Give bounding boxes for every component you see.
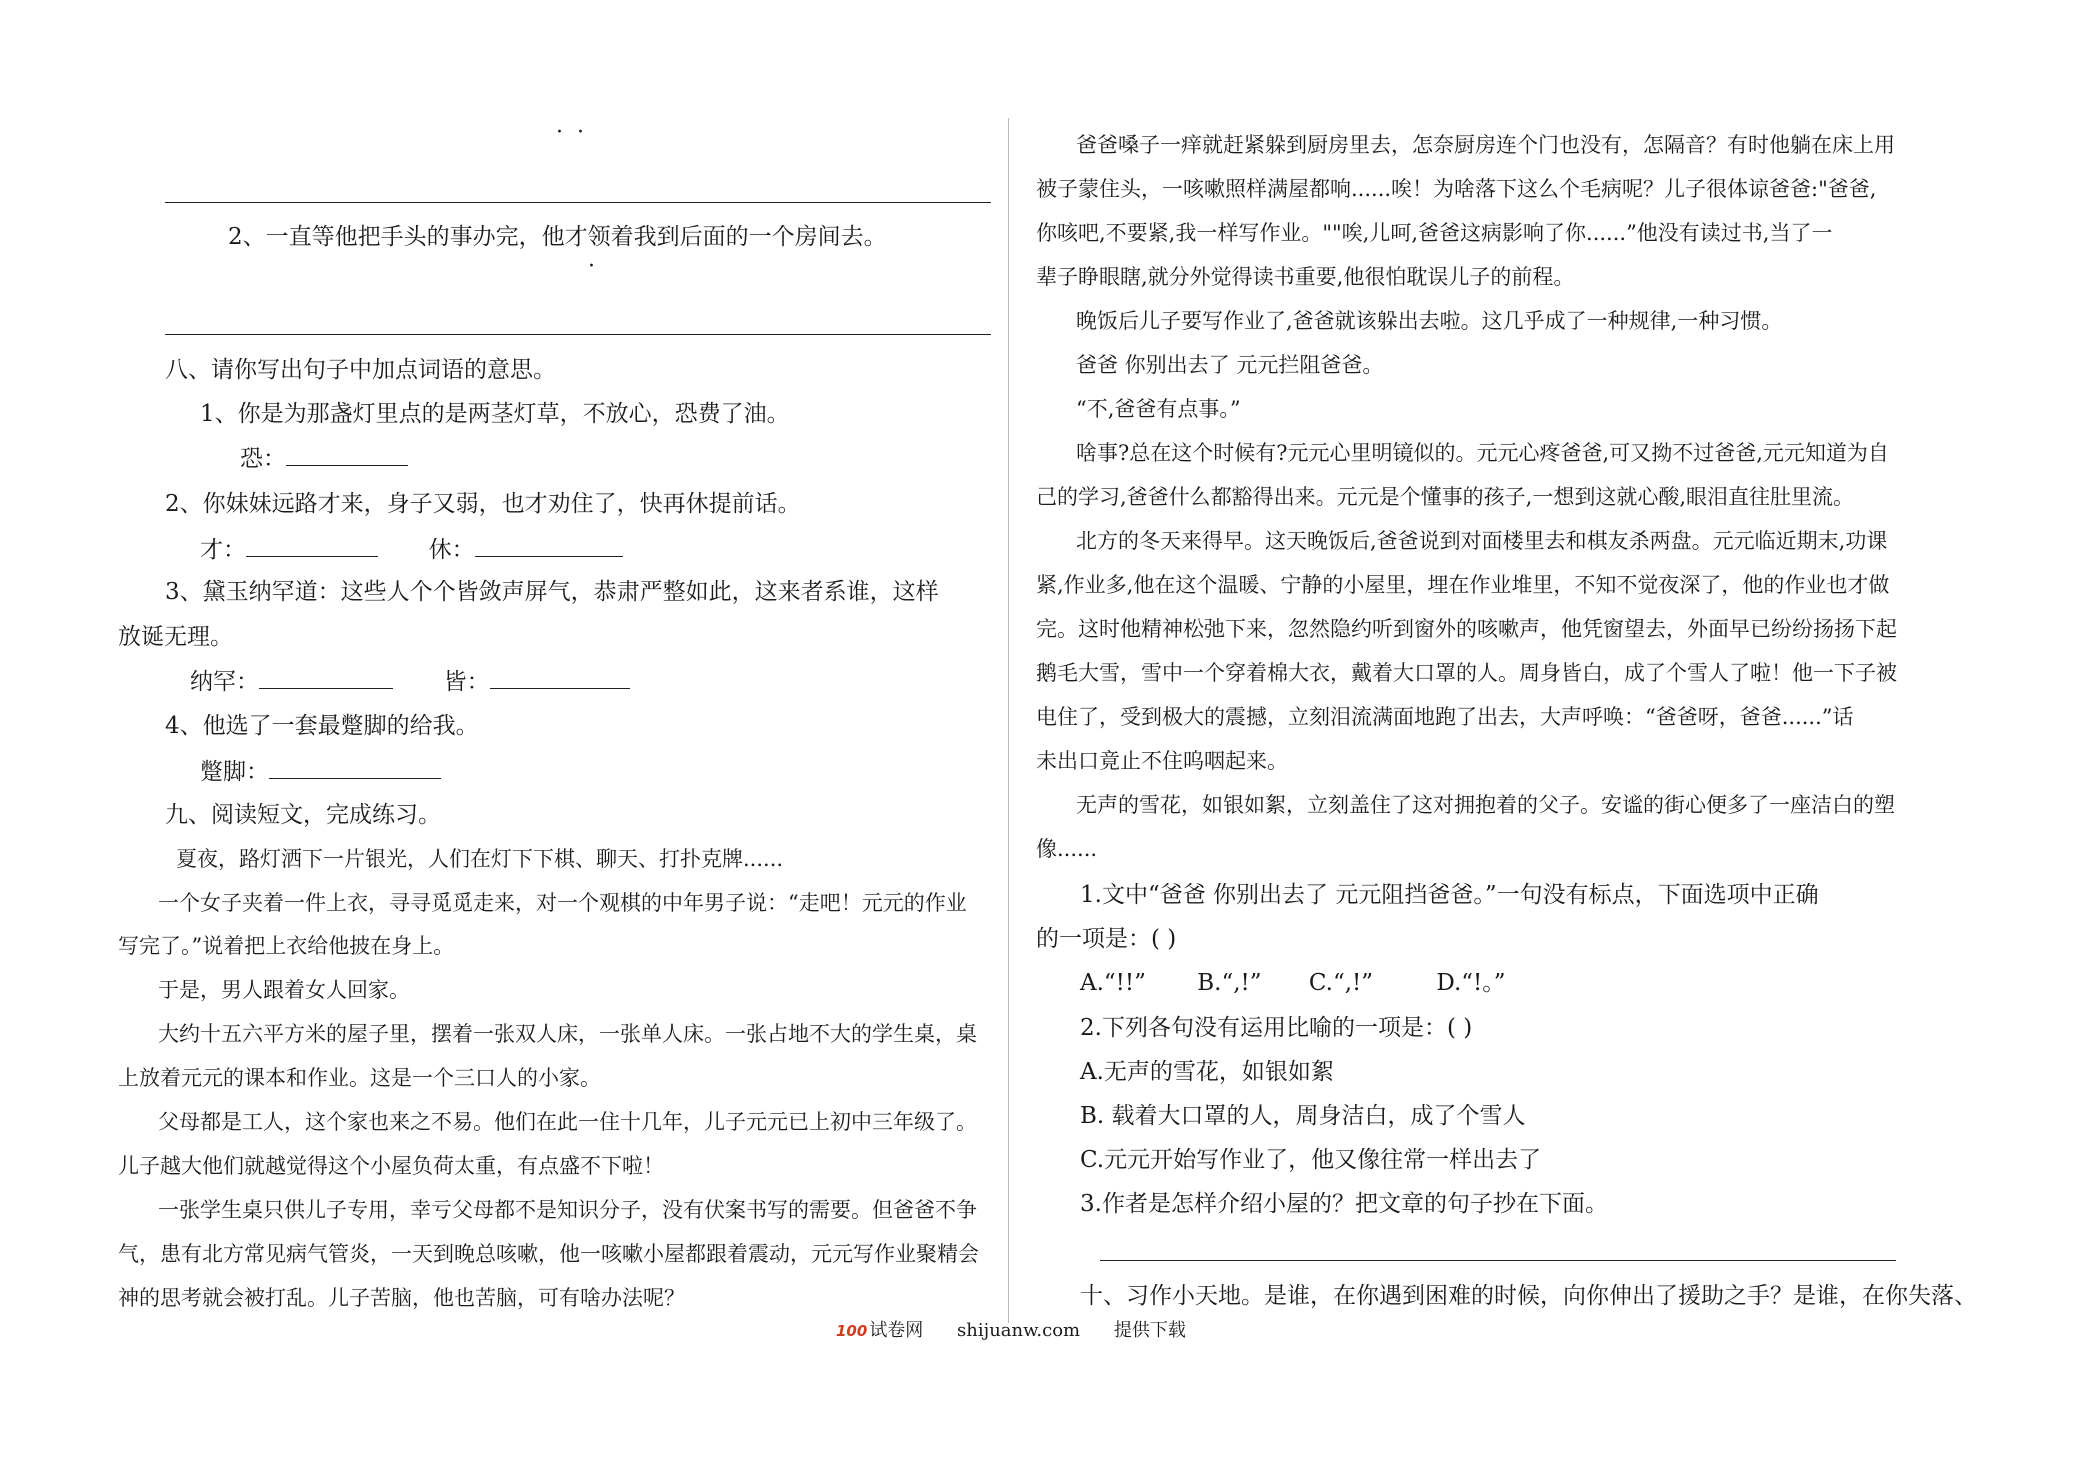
- passage-paragraph: 完。这时他精神松弛下来，忽然隐约听到窗外的咳嗽声，他凭窗望去，外面早已纷纷扬扬下起: [1036, 617, 1897, 641]
- page-footer: [836, 1318, 1214, 1344]
- passage-paragraph: 儿子越大他们就越觉得这个小屋负荷太重，有点盛不下啦！: [118, 1154, 664, 1178]
- site-logo: 100: [836, 1322, 868, 1340]
- answer-blank[interactable]: [269, 756, 441, 779]
- answer-blank[interactable]: [490, 666, 630, 689]
- question-8-2: 2、你妹妹远路才来，身子又弱，也才劝住了，快再休提前话。: [165, 491, 801, 517]
- option-a[interactable]: A.无声的雪花，如银如絮: [1080, 1059, 1334, 1085]
- passage-paragraph: 爸爸嗓子一痒就赶紧躲到厨房里去，怎奈厨房连个门也没有，怎隔音？有时他躺在床上用: [1076, 133, 1895, 157]
- question-9-3: 3.作者是怎样介绍小屋的？把文章的句子抄在下面。: [1080, 1191, 1608, 1217]
- passage-paragraph: 被子蒙住头，一咳嗽照样满屋都响......唉！为啥落下这么个毛病呢？儿子很体谅爸爸:"爸爸,: [1036, 177, 1877, 201]
- answer-8-3: [190, 666, 630, 697]
- passage-paragraph: “不,爸爸有点事。”: [1076, 397, 1241, 421]
- question-9-1-cont: 的一项是：( ): [1036, 926, 1177, 952]
- answer-blank[interactable]: [475, 534, 623, 557]
- question-9-1-options: [1080, 968, 1506, 998]
- answer-label: 蹩脚：: [200, 759, 269, 785]
- answer-label: 才：: [200, 537, 246, 563]
- passage-paragraph: 鹅毛大雪，雪中一个穿着棉大衣，戴着大口罩的人。周身皆白，成了个雪人了啦！他一下子被: [1036, 661, 1897, 685]
- passage-paragraph: 己的学习,爸爸什么都豁得出来。元元是个懂事的孩子,一想到这就心酸,眼泪直往肚里流。: [1036, 485, 1855, 509]
- passage-paragraph: 大约十五六平方米的屋子里，摆着一张双人床，一张单人床。一张占地不大的学生桌，桌: [158, 1022, 977, 1046]
- question-8-4: 4、他选了一套最蹩脚的给我。: [165, 713, 479, 739]
- option-c[interactable]: C.“,!”: [1308, 970, 1374, 996]
- option-b[interactable]: B.“,!”: [1197, 970, 1262, 996]
- passage-paragraph: 爸爸 你别出去了 元元拦阻爸爸。: [1076, 353, 1384, 377]
- passage-paragraph: 未出口竟止不住呜咽起来。: [1036, 749, 1288, 773]
- option-a[interactable]: A.“!!”: [1080, 970, 1146, 996]
- passage-paragraph: 像......: [1036, 837, 1098, 861]
- passage-paragraph: 夏夜，路灯洒下一片银光，人们在灯下下棋、聊天、打扑克牌......: [176, 847, 784, 871]
- passage-paragraph: 电住了，受到极大的震撼，立刻泪流满面地跑了出去，大声呼唤：“爸爸呀，爸爸......”话: [1036, 705, 1854, 729]
- site-domain[interactable]: shijuanw.com: [957, 1320, 1081, 1341]
- passage-paragraph: 辈子睁眼瞎,就分外觉得读书重要,他很怕耽误儿子的前程。: [1036, 265, 1575, 289]
- answer-line: [165, 334, 991, 335]
- passage-paragraph: 一个女子夹着一件上衣，寻寻觅觅走来，对一个观棋的中年男子说：“走吧！元元的作业: [158, 891, 967, 915]
- option-b[interactable]: B. 载着大口罩的人，周身洁白，成了个雪人: [1080, 1103, 1526, 1129]
- emphasis-dots: ··: [556, 120, 598, 145]
- passage-paragraph: 写完了。”说着把上衣给他披在身上。: [118, 934, 455, 958]
- section-8-title: 八、请你写出句子中加点词语的意思。: [165, 357, 556, 383]
- passage-paragraph: 啥事?总在这个时候有?元元心里明镜似的。元元心疼爸爸,可又拗不过爸爸,元元知道为自: [1076, 441, 1889, 465]
- question-9-1: 1.文中“爸爸 你别出去了 元元阻挡爸爸。”一句没有标点，下面选项中正确: [1080, 882, 1819, 908]
- passage-paragraph: 北方的冬天来得早。这天晚饭后,爸爸说到对面楼里去和棋友杀两盘。元元临近期末,功课: [1076, 529, 1888, 553]
- passage-paragraph: 上放着元元的课本和作业。这是一个三口人的小家。: [118, 1066, 601, 1090]
- answer-blank[interactable]: [246, 534, 378, 557]
- passage-paragraph: 神的思考就会被打乱。儿子苦脑，他也苦脑，可有啥办法呢？: [118, 1286, 685, 1310]
- question-8-3-line2: 放诞无理。: [118, 624, 233, 650]
- emphasis-dot: ·: [588, 254, 609, 279]
- answer-label: 纳罕：: [190, 669, 259, 695]
- section-10-title: 十、习作小天地。是谁，在你遇到困难的时候，向你伸出了援助之手？是谁，在你失落、: [1080, 1283, 1977, 1309]
- passage-paragraph: 晚饭后儿子要写作业了,爸爸就该躲出去啦。这几乎成了一种规律,一种习惯。: [1076, 309, 1783, 333]
- passage-paragraph: 无声的雪花，如银如絮，立刻盖住了这对拥抱着的父子。安谧的街心便多了一座洁白的塑: [1076, 793, 1895, 817]
- passage-paragraph: 紧,作业多,他在这个温暖、宁静的小屋里，埋在作业堆里，不知不觉夜深了，他的作业也才做: [1036, 573, 1890, 597]
- passage-paragraph: 一张学生桌只供儿子专用，幸亏父母都不是知识分子，没有伏案书写的需要。但爸爸不争: [158, 1198, 977, 1222]
- question-8-1: 1、你是为那盏灯里点的是两茎灯草，不放心，恐费了油。: [200, 401, 790, 427]
- answer-label: 皆：: [443, 669, 490, 695]
- answer-blank[interactable]: [259, 666, 393, 689]
- question-7-2: 2、一直等他把手头的事办完，他才领着我到后面的一个房间去。: [228, 224, 887, 250]
- answer-line: [1100, 1260, 1896, 1261]
- answer-line: [165, 202, 991, 203]
- question-9-2: 2.下列各句没有运用比喻的一项是：( ): [1080, 1015, 1473, 1041]
- answer-8-2: [200, 534, 623, 565]
- answer-8-4: [200, 756, 441, 787]
- question-8-3-line1: 3、黛玉纳罕道：这些人个个皆敛声屏气，恭肃严整如此，这来者系谁，这样: [165, 579, 939, 605]
- passage-paragraph: 你咳吧,不要紧,我一样写作业。""唉,儿呵,爸爸这病影响了你......”他没有读过书,当了一: [1036, 221, 1833, 245]
- answer-blank[interactable]: [286, 443, 408, 466]
- footer-note: 提供下载: [1113, 1320, 1186, 1341]
- section-9-title: 九、阅读短文，完成练习。: [165, 802, 441, 828]
- answer-8-1: [240, 443, 408, 474]
- answer-label: 恐：: [240, 446, 286, 472]
- column-divider: [1008, 118, 1009, 1323]
- passage-paragraph: 于是，男人跟着女人回家。: [158, 978, 410, 1002]
- passage-paragraph: 父母都是工人，这个家也来之不易。他们在此一住十几年，儿子元元已上初中三年级了。: [158, 1110, 977, 1134]
- site-name: 试卷网: [869, 1320, 924, 1341]
- passage-paragraph: 气，患有北方常见病气管炎，一天到晚总咳嗽，他一咳嗽小屋都跟着震动，元元写作业聚精会: [118, 1242, 979, 1266]
- option-d[interactable]: D.“!。”: [1436, 970, 1506, 996]
- option-c[interactable]: C.元元开始写作业了，他又像往常一样出去了: [1080, 1147, 1542, 1173]
- answer-label: 休：: [428, 537, 475, 563]
